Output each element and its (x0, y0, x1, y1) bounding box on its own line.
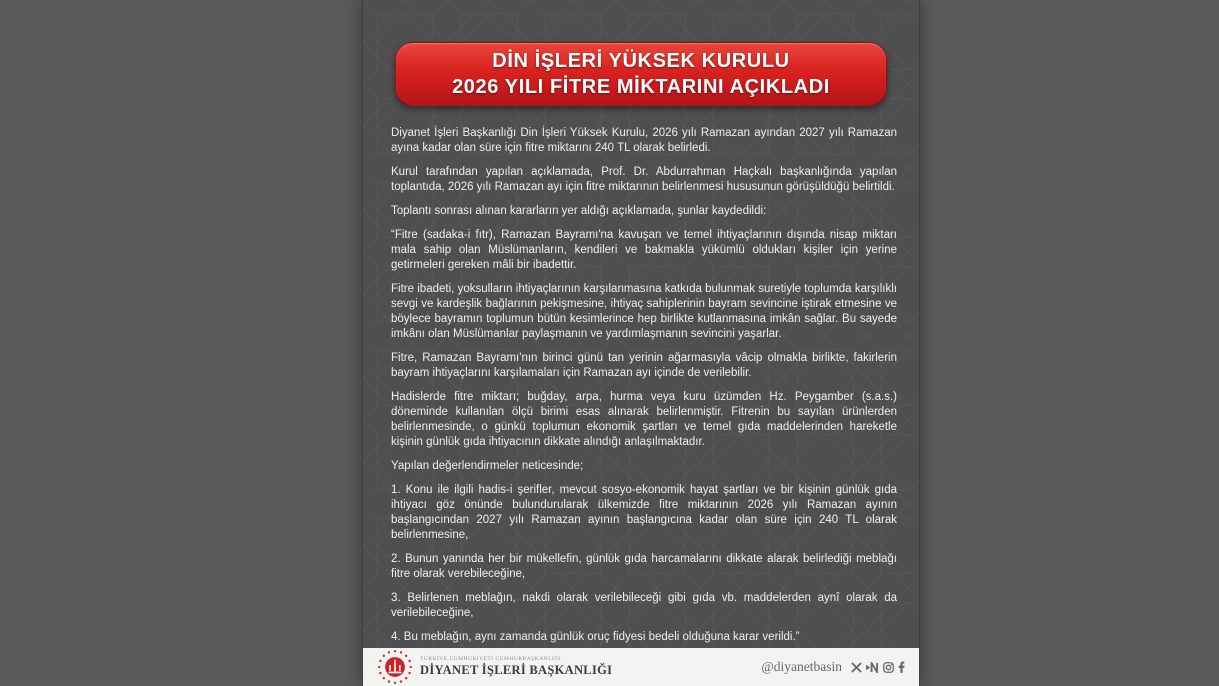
org-name-block (420, 656, 612, 678)
title-banner (395, 42, 887, 106)
paragraph: “Fitre (sadaka-i fıtr), Ramazan Bayramı'na kavuşan ve temel ihtiyaçlarının dışında nisap miktarı mala sahip olan Müslümanların, kendileri ve bakmakla yükümlü oldukları kişiler için yerine getirmeleri gereken mâli bir ibadettir. (391, 229, 897, 271)
instagram-icon (883, 662, 894, 673)
facebook-icon (898, 661, 905, 673)
paragraph: Diyanet İşleri Başkanlığı Din İşleri Yüksek Kurulu, 2026 yılı Ramazan ayından 2027 yılı Ramazan ayına kadar olan süre için fitre miktarını 240 TL olarak belirledi. (391, 127, 897, 154)
org-name-label: DİYANET İŞLERİ BAŞKANLIĞI (420, 663, 613, 677)
social-handle: @diyanetbasin (761, 659, 842, 674)
paragraph: 4. Bu meblağın, aynı zamanda günlük oruç fidyesi bedeli olduğuna karar verildi.” (391, 631, 800, 643)
paragraph: Fitre ibadeti, yoksulların ihtiyaçlarının karşılanmasına katkıda bulunmak suretiyle toplumda karşılıklı sevgi ve kardeşlik bağlarının pekişmesine, ihtiyaç sahiplerinin bayram sevincine iştirak etmesine ve böylece bayramın toplumun bütün kesimlerince hep birlikte kutlanmasına imkân sağlar. Bu sayede imkânı olan Müslümanlar paylaşmanın ve yardımlaşmanın sevincini yaşarlar. (391, 283, 897, 340)
nsosyal-icon (866, 662, 879, 673)
title-line-1: DİN İŞLERİ YÜKSEK KURULU (492, 50, 790, 72)
x-icon (851, 662, 862, 673)
announcement-card (362, 0, 920, 686)
org-small-label: TÜRKİYE CUMHURİYETİ CUMHURBAŞKANLIĞI (420, 656, 562, 662)
footer-social (761, 659, 905, 675)
paragraph: Fitre, Ramazan Bayramı'nın birinci günü tan yerinin ağarmasıyla vâcip olmakla birlikte, fakirlerin bayram ihtiyaçlarını karşılamaları için Ramazan ayı içinde de verilebilir. (391, 352, 897, 379)
paragraph: Kurul tarafından yapılan açıklamada, Prof. Dr. Abdurrahman Haçkalı başkanlığında yapılan toplantıda, 2026 yılı Ramazan ayı için fitre miktarının belirlenmesi hususunun görüşüldüğü belirtildi. (391, 166, 897, 193)
diyanet-logo-icon (377, 649, 413, 685)
footer-branding (377, 649, 612, 685)
title-line-2: 2026 YILI FİTRE MİKTARINI AÇIKLADI (452, 76, 830, 98)
paragraph: Toplantı sonrası alınan kararların yer aldığı açıklamada, şunlar kaydedildi: (391, 205, 767, 217)
paragraph: 3. Belirlenen meblağın, nakdi olarak verilebileceği gibi gıda vb. maddelerden aynî olarak da verilebileceğine, (391, 592, 897, 619)
paragraph: Yapılan değerlendirmeler neticesinde; (391, 460, 584, 472)
paragraph: Hadislerde fitre miktarı; buğday, arpa, hurma veya kuru üzümden Hz. Peygamber (s.a.s.) döneminde kullanılan ölçü birimi esas alınarak belirlenmiştir. Fitrenin bu sayılan ürünlerden belirlenmesinde, o günkü toplumun ekonomik şartları ve temel gıda maddelerinden hareketle kişinin günlük gıda ihtiyacının dikkate alındığı anlaşılmaktadır. (391, 391, 897, 448)
paragraph: 2. Bunun yanında her bir mükellefin, günlük gıda harcamalarını dikkate alarak belirlediği meblağı fitre olarak verebileceğine, (391, 553, 897, 580)
paragraph: 1. Konu ile ilgili hadis-i şerifler, mevcut sosyo-ekonomik hayat şartları ve bir kişinin günlük gıda ihtiyacı göz önünde bulundurularak ülkemizde fitre miktarının 2026 yılı Ramazan ayının başlangıcından 2027 yılı Ramazan ayının başlangıcına kadar olan süre için 240 TL olarak belirlenmesine, (391, 484, 897, 541)
announcement-body (391, 126, 897, 654)
social-icon-row (851, 661, 905, 673)
footer-bar (363, 648, 919, 686)
